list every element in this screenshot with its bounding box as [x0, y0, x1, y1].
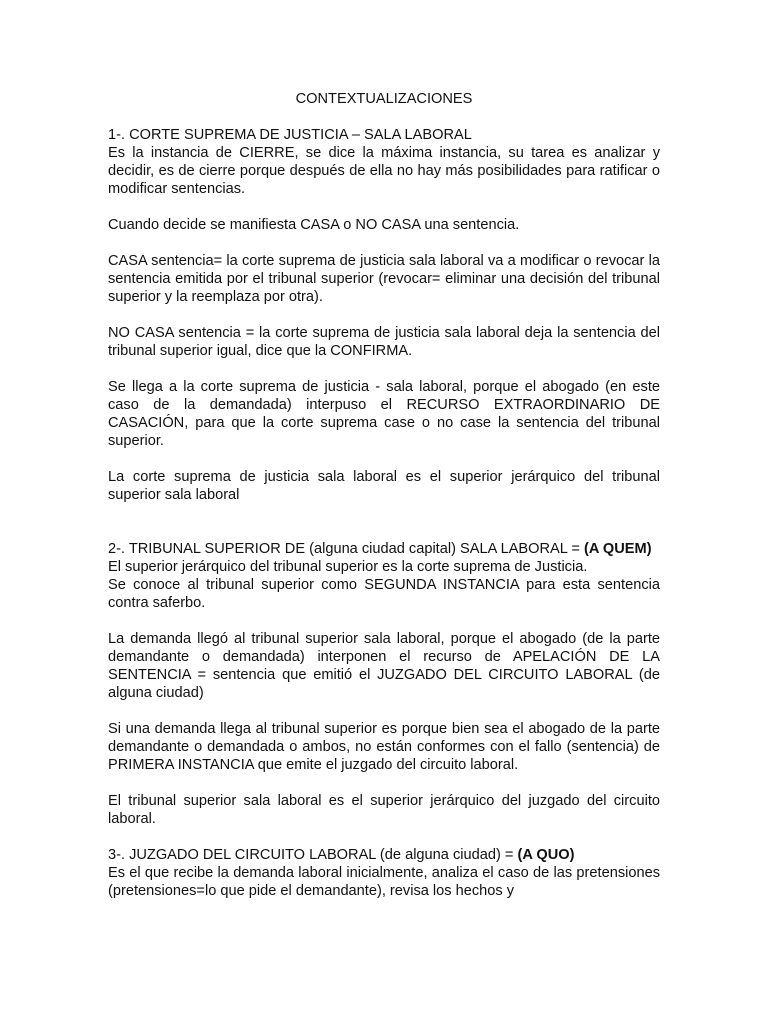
section-gap [108, 504, 660, 540]
section-2-paragraph-5: El tribunal superior sala laboral es el superior jerárquico del juzgado del circuito laboral. [108, 793, 660, 827]
section-3-paragraph-1: Es el que recibe la demanda laboral inicialmente, analiza el caso de las pretensiones (pretensiones=lo que pide el demandante), revisa los hechos y [108, 865, 660, 899]
section-2-heading [108, 540, 660, 558]
section-3-heading-bold: (A QUO) [517, 847, 575, 863]
section-3-heading-text: 3-. JUZGADO DEL CIRCUITO LABORAL (de alguna ciudad) = [108, 847, 518, 863]
section-1-paragraph-4: NO CASA sentencia = la corte suprema de justicia sala laboral deja la sentencia del tribunal superior igual, dice que la CONFIRMA. [108, 325, 660, 359]
section-2-heading-text: 2-. TRIBUNAL SUPERIOR DE (alguna ciudad capital) SALA LABORAL = [108, 541, 584, 557]
section-2-paragraph-3: La demanda llegó al tribunal superior sala laboral, porque el abogado (de la parte demandante o demandada) interponen el recurso de APELACIÓN DE LA SENTENCIA = sentencia que emitió el JUZGADO DEL CIRCUITO LABORAL (de alguna ciudad) [108, 631, 660, 701]
section-3-heading [108, 846, 660, 864]
section-2-paragraph-4: Si una demanda llega al tribunal superior es porque bien sea el abogado de la parte demandante o demandada o ambos, no están conformes con el fallo (sentencia) de PRIMERA INSTANCIA que emite el juzgado del circuito laboral. [108, 721, 660, 773]
section-1-paragraph-3: CASA sentencia= la corte suprema de justicia sala laboral va a modificar o revocar la sentencia emitida por el tribunal superior (revocar= eliminar una decisión del tribunal superior y la reemplaza por otra). [108, 253, 660, 305]
document-title: CONTEXTUALIZACIONES [295, 91, 473, 107]
document-body [108, 90, 660, 900]
section-2-paragraph-2: Se conoce al tribunal superior como SEGUNDA INSTANCIA para esta sentencia contra saferbo. [108, 577, 660, 611]
section-2-heading-bold: (A QUEM) [584, 541, 652, 557]
section-1-paragraph-2: Cuando decide se manifiesta CASA o NO CASA una sentencia. [108, 217, 520, 233]
section-1-paragraph-5: Se llega a la corte suprema de justicia - sala laboral, porque el abogado (en este caso de la demandada) interpuso el RECURSO EXTRAORDINARIO DE CASACIÓN, para que la corte suprema case o no case la sentencia del tribunal superior. [108, 379, 660, 449]
section-1-paragraph-1: Es la instancia de CIERRE, se dice la máxima instancia, su tarea es analizar y decidir, es de cierre porque después de ella no hay más posibilidades para ratificar o modificar sentencias. [108, 145, 660, 197]
section-1-heading: 1-. CORTE SUPREMA DE JUSTICIA – SALA LABORAL [108, 127, 472, 143]
section-1-paragraph-6: La corte suprema de justicia sala laboral es el superior jerárquico del tribunal superior sala laboral [108, 469, 660, 503]
section-2-paragraph-1: El superior jerárquico del tribunal superior es la corte suprema de Justicia. [108, 559, 588, 575]
